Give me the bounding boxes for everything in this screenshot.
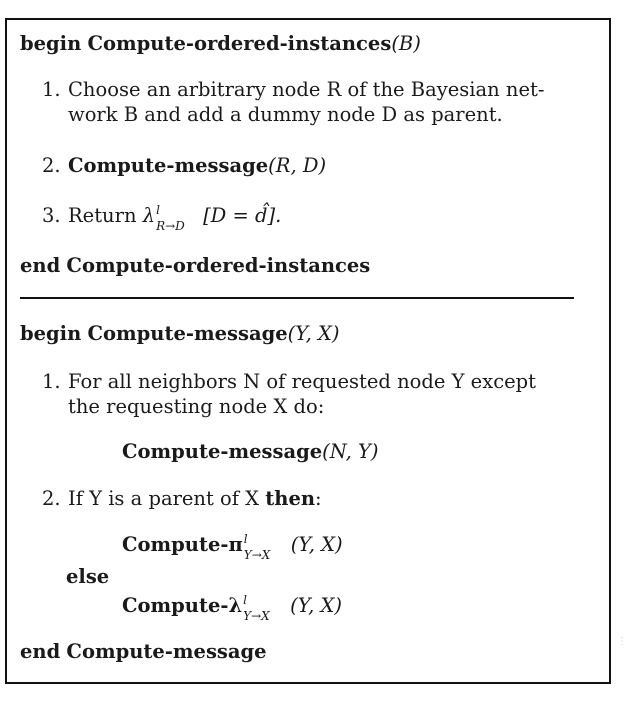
algo1-step3-rest: [D = d̂].	[203, 204, 282, 227]
algo1-step3-return-text: Return	[68, 204, 137, 227]
algo2-step1-call-name: Compute-message	[122, 440, 323, 463]
algo1-step1-number: 1.	[42, 78, 61, 101]
algo2-step2-lambda-indices	[242, 593, 290, 623]
algo2-end-name: Compute-message	[66, 640, 267, 663]
algo2-step2-pi-subscript: Y→X	[243, 548, 271, 562]
algo1-step3-number: 3.	[42, 204, 61, 227]
algo1-end-keyword: end	[20, 254, 61, 277]
algo2-step2-pi-args: (Y, X)	[290, 533, 343, 556]
algo2-procedure-name: Compute-message	[87, 322, 288, 345]
section-divider	[20, 297, 574, 299]
algo1-step1-text-line1: Choose an arbitrary node R of the Bayesian net-	[68, 78, 545, 101]
algo1-step3-superscript: l	[156, 203, 160, 217]
algo1-begin-keyword: begin	[20, 32, 82, 55]
algo2-step2-lambda-name: Compute-λ	[122, 594, 243, 617]
algo2-step1-number: 1.	[42, 370, 61, 393]
algo2-step2-pi-call	[122, 532, 343, 562]
algo2-header	[20, 322, 339, 346]
algo2-step2-else-keyword: else	[66, 565, 110, 588]
algo2-step2-then-keyword: then	[265, 487, 316, 510]
algo1-step3-subscript: R→D	[156, 219, 185, 233]
algo1-step3-lambda: λ	[142, 204, 156, 227]
algo2-step2-lambda-subscript: Y→X	[243, 609, 270, 623]
algo1-step2-call-name: Compute-message	[68, 154, 269, 177]
algo2-footer	[20, 640, 267, 664]
algo1-header	[20, 32, 421, 56]
algo1-footer	[20, 254, 370, 278]
algo2-step2-lambda-args: (Y, X)	[290, 594, 343, 617]
algo2-step2	[42, 487, 322, 511]
algo1-step1-text-line2: work B and add a dummy node D as parent.	[68, 103, 503, 126]
algo1-step2-number: 2.	[42, 154, 61, 177]
algo2-step1-text-line2: the requesting node X do:	[68, 395, 325, 418]
algo2-step2-number: 2.	[42, 487, 61, 510]
algo2-step2-else	[66, 565, 109, 589]
algo1-step1-line2	[68, 103, 503, 127]
scan-artifact-dots: ⋮	[617, 636, 627, 647]
algo1-end-name: Compute-ordered-instances	[66, 254, 371, 277]
algo2-step2-lambda-superscript: l	[243, 593, 247, 607]
algo1-step3-indices	[155, 203, 203, 233]
algo2-step2-lambda-call	[122, 593, 343, 623]
algo2-step1-call	[122, 440, 378, 464]
algo2-end-keyword: end	[20, 640, 61, 663]
algo1-procedure-args: (B)	[391, 32, 421, 55]
algo2-step1-call-args: (N, Y)	[322, 440, 379, 463]
algo1-step2-call-args: (R, D)	[268, 154, 327, 177]
algo1-step1-line1	[42, 78, 544, 102]
algo1-step2	[42, 154, 326, 178]
algo2-step2-pi-indices	[243, 532, 291, 562]
algo2-step2-pi-name: Compute-π	[122, 533, 243, 556]
algo2-step2-colon: :	[315, 487, 322, 510]
algo2-step1-line1	[42, 370, 536, 394]
algo2-step2-pi-superscript: l	[243, 532, 248, 546]
algo2-procedure-args: (Y, X)	[287, 322, 340, 345]
algo2-step1-line2	[68, 395, 324, 419]
algo1-procedure-name: Compute-ordered-instances	[87, 32, 392, 55]
algo1-step3	[42, 203, 282, 233]
algo2-step2-condition: If Y is a parent of X	[68, 487, 260, 510]
algo2-step1-text-line1: For all neighbors N of requested node Y except	[68, 370, 536, 393]
algo2-begin-keyword: begin	[20, 322, 82, 345]
